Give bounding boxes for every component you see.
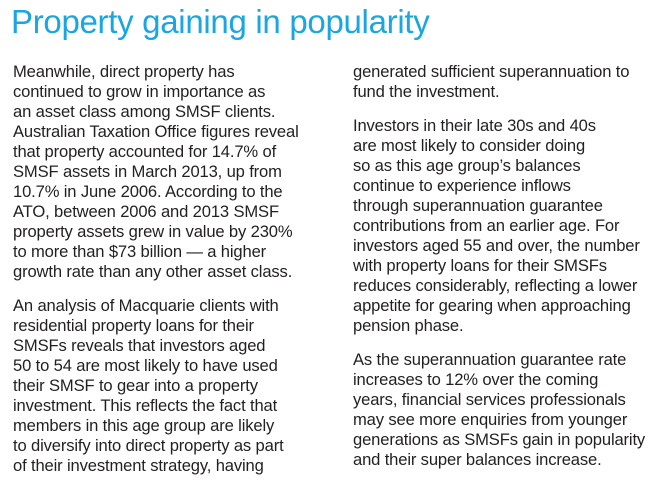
text-line: Australian Taxation Office figures reveal <box>13 122 299 141</box>
text-line: pension phase. <box>353 316 464 335</box>
text-line: members in this age group are likely <box>13 416 275 435</box>
text-line: that property accounted for 14.7% of <box>13 142 277 161</box>
paragraph-macquarie-analysis <box>13 296 335 476</box>
text-line: reduces considerably, reflecting a lower <box>353 276 638 295</box>
text-line: SMSF assets in March 2013, up from <box>13 162 282 181</box>
text-line: their SMSF to gear into a property <box>13 376 258 395</box>
text-line: ATO, between 2006 and 2013 SMSF <box>13 202 279 221</box>
text-line: increases to 12% over the coming <box>353 370 599 389</box>
paragraph-guarantee-rate <box>353 350 653 470</box>
text-line: fund the investment. <box>353 82 500 101</box>
text-line: residential property loans for their <box>13 316 254 335</box>
left-column <box>13 62 335 476</box>
text-line: continue to experience inflows <box>353 176 571 195</box>
text-line: 10.7% in June 2006. According to the <box>13 182 283 201</box>
text-line: of their investment strategy, having <box>13 456 264 475</box>
text-line: investment. This reflects the fact that <box>13 396 278 415</box>
text-line: An analysis of Macquarie clients with <box>13 296 279 315</box>
text-line: generated sufficient superannuation to <box>353 62 630 81</box>
paragraph-continuation <box>353 62 653 102</box>
text-line: continued to grow in importance as <box>13 82 266 101</box>
paragraph-age-groups <box>353 116 653 336</box>
paragraph-gap <box>13 282 335 296</box>
text-line: 50 to 54 are most likely to have used <box>13 356 278 375</box>
text-line: Investors in their late 30s and 40s <box>353 116 596 135</box>
text-line: with property loans for their SMSFs <box>353 256 607 275</box>
text-line: property assets grew in value by 230% <box>13 222 293 241</box>
text-line: may see more enquiries from younger <box>353 410 628 429</box>
paragraph-gap <box>353 102 653 116</box>
text-line: an asset class among SMSF clients. <box>13 102 276 121</box>
text-line: Meanwhile, direct property has <box>13 62 235 81</box>
section-heading: Property gaining in popularity <box>11 3 430 40</box>
paragraph-gap <box>353 336 653 350</box>
text-line: generations as SMSFs gain in popularity <box>353 430 646 449</box>
text-line: growth rate than any other asset class. <box>13 262 293 281</box>
paragraph-property-growth <box>13 62 335 282</box>
text-line: appetite for gearing when approaching <box>353 296 631 315</box>
text-line: through superannuation guarantee <box>353 196 603 215</box>
text-line: As the superannuation guarantee rate <box>353 350 627 369</box>
text-line: investors aged 55 and over, the number <box>353 236 640 255</box>
text-line: to diversify into direct property as part <box>13 436 284 455</box>
text-line: SMSFs reveals that investors aged <box>13 336 266 355</box>
text-line: contributions from an earlier age. For <box>353 216 620 235</box>
text-line: to more than $73 billion — a higher <box>13 242 267 261</box>
text-line: and their super balances increase. <box>353 450 602 469</box>
text-line: are most likely to consider doing <box>353 136 586 155</box>
right-column <box>353 62 653 470</box>
text-line: so as this age group’s balances <box>353 156 581 175</box>
text-line: years, financial services professionals <box>353 390 626 409</box>
